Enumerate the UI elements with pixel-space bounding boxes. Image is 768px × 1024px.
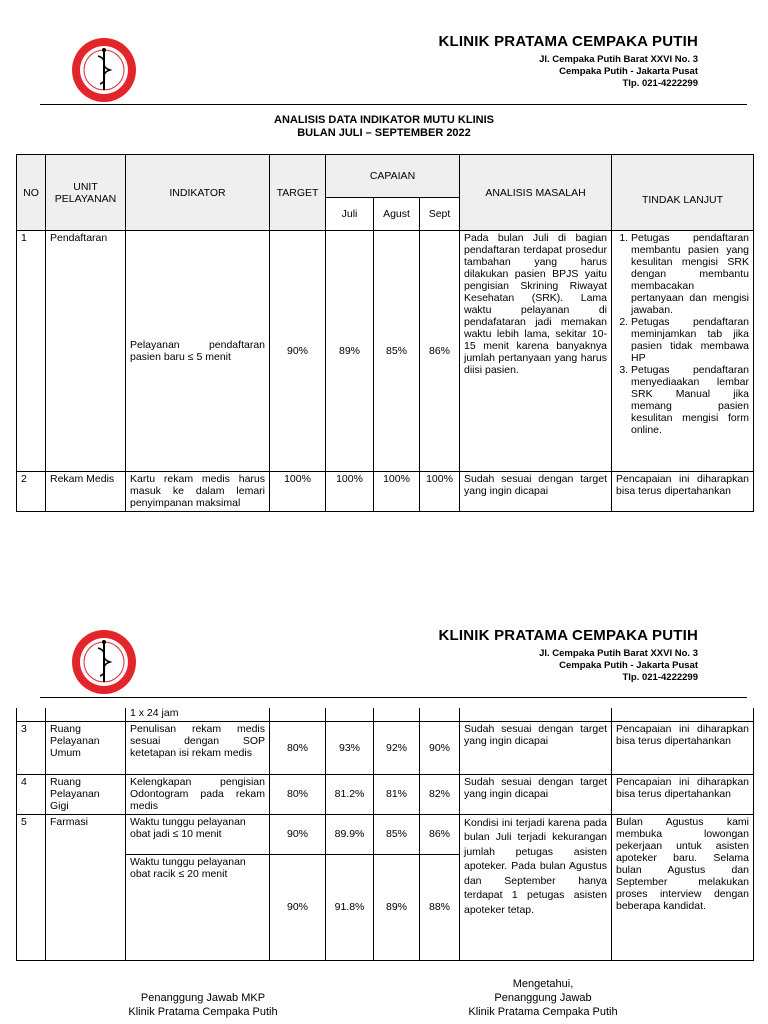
row-indikator: Kelengkapan pengisian Odontogram pada rekam medis (126, 774, 270, 814)
row-no: 5 (17, 814, 46, 960)
clinic-name: KLINIK PRATAMA CEMPAKA PUTIH (438, 627, 698, 644)
row-juli: 91.8% (326, 854, 374, 960)
clinic-header (439, 627, 698, 684)
row-agust: 92% (374, 721, 420, 774)
row-sept: 88% (420, 854, 460, 960)
row-no: 4 (17, 774, 46, 814)
table-row (17, 472, 754, 512)
signature-right-role: Penanggung Jawab (494, 992, 592, 1004)
report-title (0, 114, 768, 140)
row-juli: 93% (326, 721, 374, 774)
row-indikator: Waktu tunggu pelayanan obat racik ≤ 20 menit (126, 854, 270, 960)
row-tindak: Bulan Agustus kami membuka lowongan pekerjaan untuk asisten apoteker baru. Selama bulan Agustus dan September melakukan proses interview dengan beberapa kandidat. (612, 814, 754, 960)
header-sept: Sept (420, 198, 460, 231)
row-no: 2 (17, 472, 46, 512)
row-tindak: Pencapaian ini diharapkan bisa terus dipertahankan (612, 472, 754, 512)
row-indikator: Waktu tunggu pelayanan obat jadi ≤ 10 menit (126, 814, 270, 854)
caduceus-icon (70, 36, 138, 104)
row-juli: 100% (326, 472, 374, 512)
row-sept: 82% (420, 774, 460, 814)
header-no: NO (17, 155, 46, 231)
clinic-logo (70, 36, 138, 104)
header-target: TARGET (270, 155, 326, 231)
tindak-item: 3. Petugas pendaftaran menyediaakan lembar SRK Manual jika memang pasien kesulitan mengisi form online. (631, 364, 749, 436)
clinic-logo (70, 628, 138, 696)
header-juli: Juli (326, 198, 374, 231)
clinic-phone: Tlp. 021-4222299 (622, 78, 698, 89)
row-sept: 86% (420, 814, 460, 854)
clinic-address-1: Jl. Cempaka Putih Barat XXVI No. 3 (539, 54, 698, 65)
signature-right-clinic: Klinik Pratama Cempaka Putih (468, 1006, 618, 1018)
row-juli: 89% (326, 231, 374, 472)
row-agust: 85% (374, 231, 420, 472)
signature-left (103, 991, 303, 1019)
signature-right (433, 977, 653, 1019)
clinic-phone: Tlp. 021-4222299 (622, 672, 698, 683)
table-row (17, 774, 754, 814)
clinic-address-2: Cempaka Putih - Jakarta Pusat (559, 660, 698, 671)
header-divider (40, 697, 747, 698)
indicator-table-page-1 (16, 154, 754, 512)
row-sept: 90% (420, 721, 460, 774)
row-juli: 89.9% (326, 814, 374, 854)
row-analisis: Pada bulan Juli di bagian pendaftaran terdapat prosedur tambahan yang harus dilakukan pasien BPJS yaitu pengisian Skrining Riwayat Kesehatan (SRK). Lama waktu pelayanan di pendafataran jadi memakan waktu lebih lama, sekitar 10-15 menit karena banyaknya jumlah pertanyaan yang harus diisi pasien. (460, 231, 612, 472)
indicator-table-page-2 (16, 708, 754, 961)
row-target: 100% (270, 472, 326, 512)
row-indikator: Penulisan rekam medis sesuai dengan SOP ketetapan isi rekam medis (126, 721, 270, 774)
row-unit: Pendaftaran (46, 231, 126, 472)
row-tindak (612, 231, 754, 472)
clinic-name: KLINIK PRATAMA CEMPAKA PUTIH (438, 33, 698, 50)
header-indikator: INDIKATOR (126, 155, 270, 231)
row-tindak: Pencapaian ini diharapkan bisa terus dipertahankan (612, 721, 754, 774)
signature-left-clinic: Klinik Pratama Cempaka Putih (128, 1006, 278, 1018)
row-analisis: Sudah sesuai dengan target yang ingin dicapai (460, 774, 612, 814)
signature-right-acknowledge: Mengetahui, (512, 978, 574, 990)
row-sept: 100% (420, 472, 460, 512)
signature-left-role: Penanggung Jawab MKP (140, 992, 266, 1004)
row-target: 90% (270, 854, 326, 960)
row-indikator-continued: 1 x 24 jam (126, 708, 270, 721)
header-tindak: TINDAK LANJUT (612, 155, 754, 231)
row-indikator: Kartu rekam medis harus masuk ke dalam lemari penyimpanan maksimal (126, 472, 270, 512)
row-unit: Rekam Medis (46, 472, 126, 512)
clinic-address-2: Cempaka Putih - Jakarta Pusat (559, 66, 698, 77)
caduceus-icon (70, 628, 138, 696)
tindak-item: 2. Petugas pendaftaran meminjamkan tab jika pasien tidak membawa HP (631, 316, 749, 364)
table-row (17, 231, 754, 472)
report-title-2: BULAN JULI – SEPTEMBER 2022 (297, 127, 471, 139)
table-row-continued (17, 708, 754, 721)
row-tindak: Pencapaian ini diharapkan bisa terus dipertahankan (612, 774, 754, 814)
row-unit: Farmasi (46, 814, 126, 960)
header-analisis: ANALISIS MASALAH (460, 155, 612, 231)
header-unit: UNIT PELAYANAN (46, 155, 126, 231)
header-divider (40, 104, 747, 105)
row-target: 90% (270, 231, 326, 472)
tindak-item: 1. Petugas pendaftaran membantu pasien yang kesulitan mengisi SRK dengan membantu membacakan pertanyaan dan mengisi jawaban. (631, 232, 749, 316)
report-title-1: ANALISIS DATA INDIKATOR MUTU KLINIS (274, 114, 494, 126)
row-indikator: Pelayanan pendaftaran pasien baru ≤ 5 menit (126, 231, 270, 472)
row-target: 80% (270, 774, 326, 814)
header-capaian: CAPAIAN (326, 155, 460, 198)
row-agust: 89% (374, 854, 420, 960)
table-row (17, 814, 754, 854)
row-agust: 81% (374, 774, 420, 814)
row-juli: 81.2% (326, 774, 374, 814)
row-analisis: Sudah sesuai dengan target yang ingin dicapai (460, 472, 612, 512)
row-agust: 85% (374, 814, 420, 854)
row-no: 3 (17, 721, 46, 774)
row-unit: Ruang Pelayanan Gigi (46, 774, 126, 814)
row-analisis: Sudah sesuai dengan target yang ingin dicapai (460, 721, 612, 774)
row-target: 90% (270, 814, 326, 854)
row-target: 80% (270, 721, 326, 774)
clinic-address-1: Jl. Cempaka Putih Barat XXVI No. 3 (539, 648, 698, 659)
row-no: 1 (17, 231, 46, 472)
row-unit: Ruang Pelayanan Umum (46, 721, 126, 774)
clinic-header (439, 33, 698, 90)
row-analisis: Kondisi ini terjadi karena pada bulan Juli terjadi kekurangan jumlah petugas asisten apoteker. Pada bulan Agustus dan September hanya terdapat 1 petugas asisten apoteker tetap. (460, 814, 612, 960)
row-sept: 86% (420, 231, 460, 472)
row-agust: 100% (374, 472, 420, 512)
table-row (17, 721, 754, 774)
header-agust: Agust (374, 198, 420, 231)
